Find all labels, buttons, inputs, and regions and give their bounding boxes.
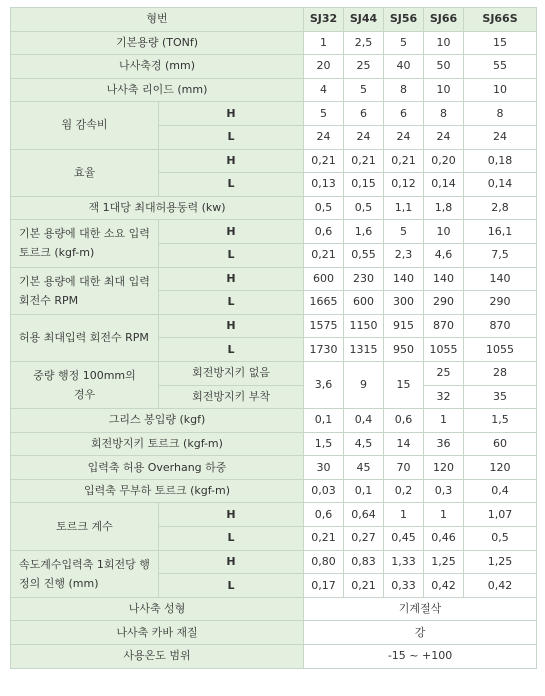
row-label: 입력축 무부하 토르크 (kgf-m) [11,479,304,503]
cell: 0,03 [304,479,344,503]
table-row [11,55,537,79]
row-label: 나사축 카바 재질 [11,621,304,645]
sub-label-l: L [159,338,304,362]
cell: 140 [464,267,537,291]
cell: 230 [344,267,384,291]
sub-label-h: H [159,550,304,574]
cell: 1 [424,409,464,433]
cell: 0,6 [384,409,424,433]
cell: 0,1 [344,479,384,503]
row-label: 나사축경 (mm) [11,55,304,79]
cell: 25 [424,361,464,385]
cell: 0,20 [424,149,464,173]
table-row [11,456,537,480]
cell: 24 [384,125,424,149]
cell: 300 [384,291,424,315]
cell: 1,25 [464,550,537,574]
cell: 1 [384,503,424,527]
cell: 4 [304,78,344,102]
row-label: 허용 최대입력 회전수 RPM [11,314,159,361]
cell: 24 [304,125,344,149]
sub-label-h: H [159,149,304,173]
cell: 0,18 [464,149,537,173]
cell: 1,25 [424,550,464,574]
table-row [11,550,537,574]
cell: 15 [464,31,537,55]
cell: 0,5 [304,196,344,220]
table-row [11,597,537,621]
model-header: 형번 [11,8,304,32]
cell: 16,1 [464,220,537,244]
sub-label-h: H [159,267,304,291]
table-row [11,621,537,645]
row-label: 나사축 리이드 (mm) [11,78,304,102]
cell: 950 [384,338,424,362]
cell: 8 [464,102,537,126]
row-label: 나사축 성형 [11,597,304,621]
cell: 8 [384,78,424,102]
cell: 290 [464,291,537,315]
cell: 1,8 [424,196,464,220]
table-row [11,479,537,503]
sub-label-l: L [159,291,304,315]
cell: 0,45 [384,527,424,551]
cell: 2,3 [384,243,424,267]
cell: 0,6 [304,503,344,527]
table-row [11,267,537,291]
row-label: 입력축 허용 Overhang 하중 [11,456,304,480]
cell: 0,42 [464,574,537,598]
table-row [11,220,537,244]
sub-label-l: L [159,125,304,149]
sub-label-l: L [159,173,304,197]
cell: 600 [344,291,384,315]
cell: 1,07 [464,503,537,527]
cell: 1 [424,503,464,527]
cell: 24 [344,125,384,149]
cell: 50 [424,55,464,79]
cell: 0,5 [344,196,384,220]
table-row [11,314,537,338]
cell: 5 [384,220,424,244]
cell: 1055 [424,338,464,362]
table-row [11,196,537,220]
cell: 4,6 [424,243,464,267]
cell: 10 [424,78,464,102]
table-row [11,432,537,456]
cell: 5 [384,31,424,55]
table-row [11,645,537,669]
cell: 1,33 [384,550,424,574]
row-label: 회전방지키 토르크 (kgf-m) [11,432,304,456]
cell: 1,5 [304,432,344,456]
cell: 70 [384,456,424,480]
row-label: 토르크 계수 [11,503,159,550]
row-label: 기본용량 (TONf) [11,31,304,55]
cell: 40 [384,55,424,79]
row-label: 중량 행정 100mm의 경우 [11,361,159,408]
cell: 0,42 [424,574,464,598]
cell: 0,15 [344,173,384,197]
cell: 0,12 [384,173,424,197]
sub-label-h: H [159,503,304,527]
sub-label-no-key: 회전방지키 없음 [159,361,304,385]
cell: 0,21 [344,574,384,598]
cell: 0,21 [384,149,424,173]
cell: 10 [464,78,537,102]
cell: 1,6 [344,220,384,244]
table-row [11,149,537,173]
cell: 0,80 [304,550,344,574]
cell: 0,83 [344,550,384,574]
cell: 600 [304,267,344,291]
cell: 1150 [344,314,384,338]
cell: 0,5 [464,527,537,551]
row-label: 속도계수입력축 1회전당 행정의 진행 (mm) [11,550,159,597]
cell: 0,21 [304,149,344,173]
cell: 0,4 [464,479,537,503]
cell: 0,1 [304,409,344,433]
cell: 1315 [344,338,384,362]
cell: 1730 [304,338,344,362]
table-row [11,409,537,433]
cell: 2,8 [464,196,537,220]
cell: 1 [304,31,344,55]
cell: 5 [304,102,344,126]
cell: 강 [304,621,537,645]
cell: 36 [424,432,464,456]
cell: 870 [424,314,464,338]
row-label: 사용온도 범위 [11,645,304,669]
row-label: 기본 용량에 대한 최대 입력 회전수 RPM [11,267,159,314]
sub-label-h: H [159,314,304,338]
row-label: 잭 1대당 최대허용동력 (kw) [11,196,304,220]
cell: 28 [464,361,537,385]
cell: 1055 [464,338,537,362]
cell: 10 [424,220,464,244]
cell: 9 [344,361,384,408]
cell: 0,14 [464,173,537,197]
row-label: 기본 용량에 대한 소요 입력 토르크 (kgf-m) [11,220,159,267]
cell: 24 [464,125,537,149]
cell: 4,5 [344,432,384,456]
cell: 0,21 [304,527,344,551]
model-sj56: SJ56 [384,8,424,32]
cell: 2,5 [344,31,384,55]
cell: 55 [464,55,537,79]
cell: 7,5 [464,243,537,267]
table-row [11,31,537,55]
cell: 120 [424,456,464,480]
cell: 15 [384,361,424,408]
sub-label-l: L [159,574,304,598]
cell: 0,13 [304,173,344,197]
header-row [11,8,537,32]
cell: 8 [424,102,464,126]
cell: 20 [304,55,344,79]
model-sj32: SJ32 [304,8,344,32]
row-label: 효율 [11,149,159,196]
cell: 0,17 [304,574,344,598]
sub-label-h: H [159,220,304,244]
sub-label-with-key: 회전방지키 부착 [159,385,304,409]
sub-label-l: L [159,527,304,551]
row-label: 웜 감속비 [11,102,159,149]
model-sj66s: SJ66S [464,8,537,32]
cell: 14 [384,432,424,456]
cell: 기계절삭 [304,597,537,621]
cell: 0,21 [344,149,384,173]
cell: 0,2 [384,479,424,503]
cell: 24 [424,125,464,149]
model-sj66: SJ66 [424,8,464,32]
cell: 0,27 [344,527,384,551]
table-row [11,503,537,527]
cell: 0,64 [344,503,384,527]
sub-label-l: L [159,243,304,267]
cell: 0,33 [384,574,424,598]
cell: 0,3 [424,479,464,503]
cell: 120 [464,456,537,480]
cell: 140 [424,267,464,291]
cell: 0,14 [424,173,464,197]
cell: 35 [464,385,537,409]
cell: 45 [344,456,384,480]
table-row [11,78,537,102]
model-sj44: SJ44 [344,8,384,32]
cell: 915 [384,314,424,338]
spec-table [10,7,537,669]
cell: 290 [424,291,464,315]
cell: 1,5 [464,409,537,433]
cell: 5 [344,78,384,102]
cell: 0,55 [344,243,384,267]
sub-label-h: H [159,102,304,126]
cell: 140 [384,267,424,291]
cell: 1575 [304,314,344,338]
cell: 60 [464,432,537,456]
cell: 0,46 [424,527,464,551]
cell: 870 [464,314,537,338]
cell: 0,6 [304,220,344,244]
cell: 1,1 [384,196,424,220]
cell: 32 [424,385,464,409]
row-label: 그리스 봉입량 (kgf) [11,409,304,433]
cell: 1665 [304,291,344,315]
cell: 6 [384,102,424,126]
cell: 0,21 [304,243,344,267]
table-row [11,102,537,126]
cell: -15 ~ +100 [304,645,537,669]
cell: 25 [344,55,384,79]
cell: 0,4 [344,409,384,433]
cell: 30 [304,456,344,480]
cell: 6 [344,102,384,126]
cell: 10 [424,31,464,55]
cell: 3,6 [304,361,344,408]
table-row [11,361,537,385]
